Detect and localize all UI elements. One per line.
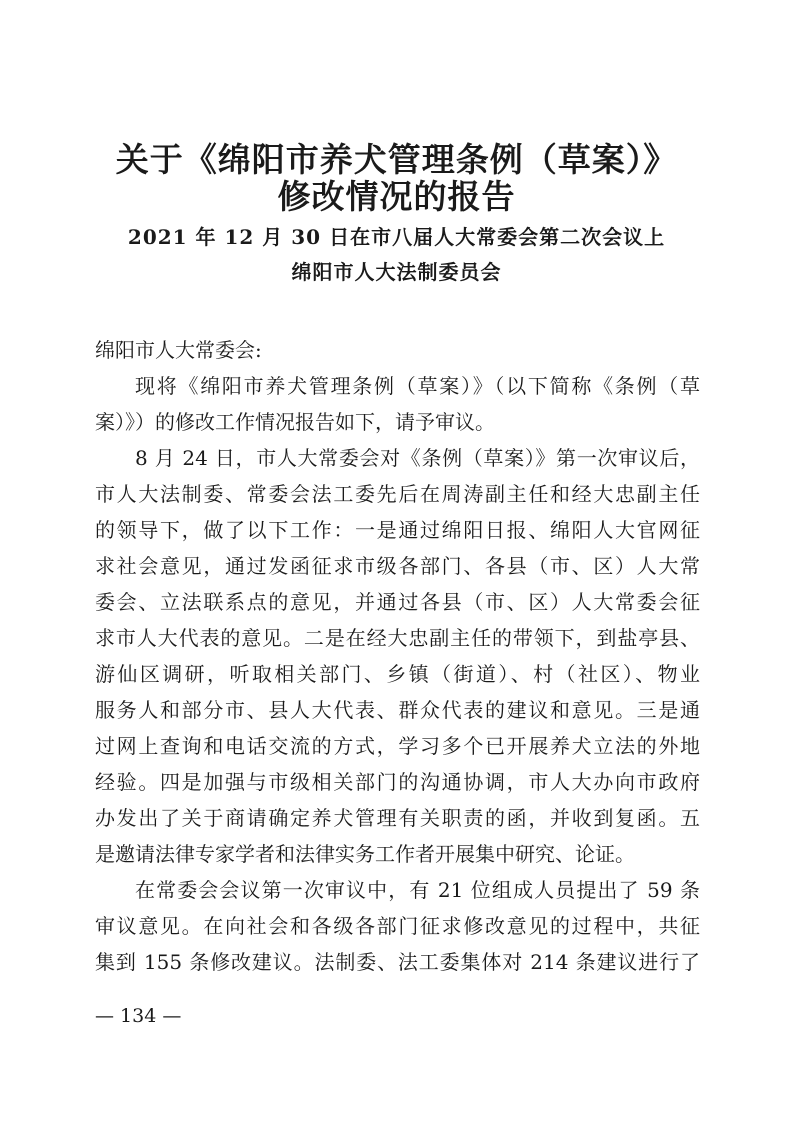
body-line: 集到 155 条修改建议。法制委、法工委集体对 214 条建议进行了 <box>95 950 700 974</box>
salutation: 绵阳市人大常委会: <box>95 338 262 362</box>
body-line: 在常委会会议第一次审议中，有 21 位组成人员提出了 59 条 <box>135 878 700 902</box>
body-line: 办发出了关于商请确定养犬管理有关职责的函，并收到复函。五 <box>95 806 700 830</box>
document-title-line-2: 修改情况的报告 <box>277 177 516 216</box>
body-line: 8 月 24 日，市人大常委会对《条例（草案）》第一次审议后， <box>135 446 700 470</box>
body-line: 经验。四是加强与市级相关部门的沟通协调，市人大办向市政府 <box>95 770 700 794</box>
body-line: 案）》）的修改工作情况报告如下，请予审议。 <box>95 410 495 434</box>
body-line: 审议意见。在向社会和各级各部门征求修改意见的过程中，共征 <box>95 914 700 938</box>
body-line: 求市人大代表的意见。二是在经大忠副主任的带领下，到盐亭县、 <box>95 626 700 650</box>
body-line: 求社会意见，通过发函征求市级各部门、各县（市、区）人大常 <box>95 554 700 578</box>
body-line: 服务人和部分市、县人大代表、群众代表的建议和意见。三是通 <box>95 698 700 722</box>
document-subtitle-author: 绵阳市人大法制委员会 <box>291 260 502 284</box>
body-line: 游仙区调研，听取相关部门、乡镇（街道）、村（社区）、物业 <box>95 662 700 686</box>
page-number: — 134 — <box>95 1005 182 1027</box>
body-line: 市人大法制委、常委会法工委先后在周涛副主任和经大忠副主任 <box>95 482 700 506</box>
document-subtitle-date: 2021 年 12 月 30 日在市八届人大常委会第二次会议上 <box>127 225 666 249</box>
body-line: 的领导下，做了以下工作：一是通过绵阳日报、绵阳人大官网征 <box>95 518 700 542</box>
body-line: 过网上查询和电话交流的方式，学习多个已开展养犬立法的外地 <box>95 734 700 758</box>
body-line: 现将《绵阳市养犬管理条例（草案）》（以下简称《条例（草 <box>135 374 700 398</box>
body-line: 委会、立法联系点的意见，并通过各县（市、区）人大常委会征 <box>95 590 700 614</box>
body-line: 是邀请法律专家学者和法律实务工作者开展集中研究、论证。 <box>95 842 635 866</box>
document-title-line-1: 关于《绵阳市养犬管理条例（草案）》 <box>115 140 678 179</box>
